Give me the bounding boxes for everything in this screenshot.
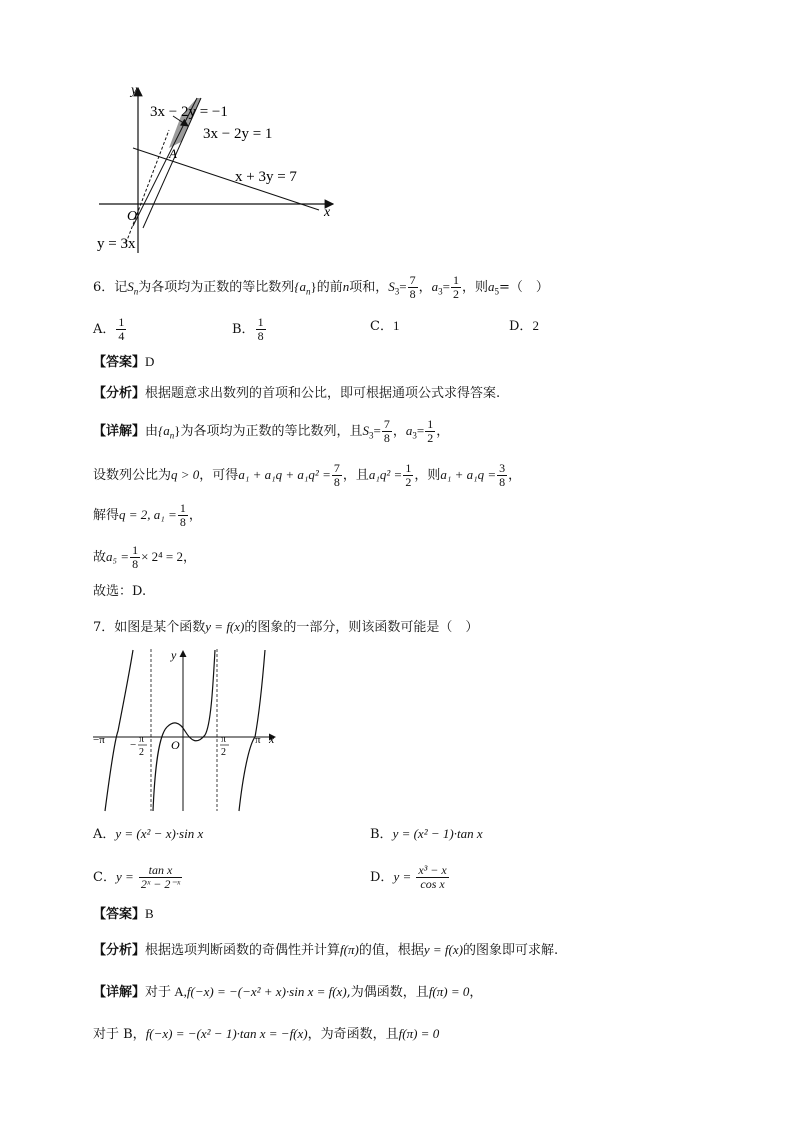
q6-option-B[interactable]: B． $\frac{1}{8}$	[232, 315, 264, 343]
q6-frac-7-8: $\frac{7}{8}$	[409, 273, 416, 301]
q7-detail-A: 【详解】对于 A,f(−x) = −(−x² + x)·sin x = f(x),为偶函数，且f(π) = 0，	[93, 984, 483, 1000]
q6-detail-2: 设数列公比为q > 0，可得a₁ + a₁q + a₁q² = $\frac{7}{8}$ ，且a₁q² = $\frac{1}{2}$ ，则a₁ + a₁q = $\frac{3}{8}$ ，	[93, 461, 522, 489]
q7-label-origin: O	[171, 738, 180, 752]
q6-detail-4: 故a₅ = $\frac{1}{8}$ × 2⁴ = 2，	[93, 543, 197, 571]
q6-a5: a	[488, 279, 495, 294]
line-y-3x	[126, 130, 169, 243]
q6-text5: =（ ）	[499, 280, 549, 295]
q7-label-pi: π	[255, 734, 261, 746]
q6-option-A[interactable]: A． $\frac{1}{4}$	[93, 315, 125, 343]
q6-option-D[interactable]: D．2	[509, 318, 539, 334]
q7-option-A[interactable]: A．y = (x² − x)·sin x	[93, 826, 204, 842]
q6-seq: {a	[294, 279, 306, 294]
q6-frac-1-2: $\frac{1}{2}$	[452, 273, 459, 301]
q6-choose: 故选：D.	[93, 584, 147, 599]
fig-line3-label: x + 3y = 7	[235, 169, 297, 185]
q7-label-neg-half-pi-minus: −	[130, 739, 137, 751]
q7-curve-left	[105, 650, 133, 811]
q6-option-C[interactable]: C．1	[370, 318, 400, 334]
q6-stem: 6．记$S_n$为各项均为正数的等比数列$\{a_n\}$的前n项和，$S_3=$ $\frac{7}{8}$ ，$a_3=$ $\frac{1}{2}$ ，则$a_5=$（ ）	[93, 273, 549, 301]
q6-detail-1: 【详解】由$\{a_n\}$为各项均为正数的等比数列，且$S_3=$ $\frac{7}{8}$ ，$a_3=$ $\frac{1}{2}$ ，	[93, 417, 450, 445]
q6-S: S	[127, 279, 134, 294]
q6-S3: S	[388, 279, 395, 294]
q7-function-graph	[93, 645, 283, 813]
q7-curve-right	[239, 650, 265, 811]
q7-answer: 【答案】B	[93, 906, 154, 922]
fig-label-y: y	[131, 83, 138, 98]
linear-programming-figure	[93, 78, 343, 256]
fig-label-A: A	[169, 146, 177, 161]
q6-number: 6．记	[93, 280, 128, 295]
q7-option-D[interactable]: D．y = $\frac{\text{x³ − x}}{\text{cos x}}$	[370, 863, 447, 891]
q7-option-C[interactable]: C．y = $\frac{\text{tan x}}{\text{2ˣ − 2⁻ˣ}}$	[93, 863, 181, 891]
q6-eq2: =	[442, 279, 450, 294]
q7-detail-B: 对于 B，f(−x) = −(x² − 1)·tan x = −f(x)，为奇函数，且f(π) = 0	[93, 1026, 440, 1042]
q7-label-x: x	[269, 732, 275, 746]
q7-label-half-pi-den: 2	[221, 747, 226, 758]
fig-line4-label: y = 3x	[97, 236, 136, 252]
q7-label-neg-pi: −π	[93, 734, 105, 746]
fig-label-x: x	[324, 205, 331, 220]
q7-curve-middle	[153, 650, 215, 811]
q7-option-B[interactable]: B．y = (x² − 1)·tan x	[370, 826, 483, 842]
q6-n: n	[342, 279, 350, 294]
q6-text4: ，则	[461, 280, 488, 295]
q6-eq1: =	[399, 279, 407, 294]
q7-analysis: 【分析】根据选项判断函数的奇偶性并计算f(π)的值，根据y = f(x)的图象即可求解.	[93, 942, 559, 958]
q6-text1: 为各项均为正数的等比数列	[138, 280, 295, 295]
q6-answer: 【答案】D	[93, 354, 155, 370]
q6-text3: 项和，	[349, 280, 389, 295]
q7-label-y: y	[171, 648, 177, 662]
fig-label-origin: O	[127, 209, 138, 224]
q6-text2: 的前	[316, 280, 343, 295]
q6-analysis: 【分析】根据题意求出数列的首项和公比，即可根据通项公式求得答案.	[93, 386, 501, 401]
q6-S-sub: n	[133, 286, 139, 297]
q7-label-neg-half-pi-num: π	[139, 734, 145, 745]
q6-seq-close: }	[310, 279, 317, 294]
q7-label-half-pi-num: π	[221, 734, 227, 745]
fig-line2-label: 3x − 2y = 1	[203, 126, 273, 142]
fig-line1-label: 3x − 2y = −1	[150, 104, 228, 120]
q6-a3: a	[431, 279, 439, 294]
q7-label-neg-half-pi-den: 2	[139, 747, 144, 758]
q7-stem: 7．如图是某个函数y = f(x)的图象的一部分，则该函数可能是（ ）	[93, 619, 479, 635]
q6-detail-3: 解得q = 2, a₁ = $\frac{1}{8}$ ，	[93, 501, 202, 529]
